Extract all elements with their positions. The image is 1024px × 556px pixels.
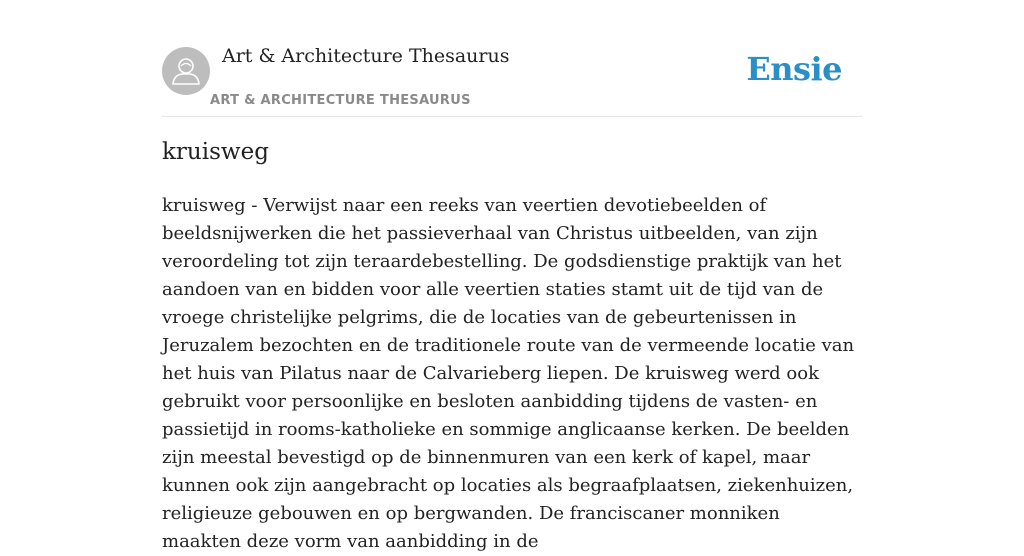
entry-header <box>162 40 862 117</box>
ensie-logo[interactable]: Ensie <box>746 50 842 88</box>
source-subtitle[interactable]: ART & ARCHITECTURE THESAURUS <box>210 93 471 108</box>
user-placeholder-icon <box>162 47 210 95</box>
entry-definition: kruisweg - Verwijst naar een reeks van veertien devotiebeelden of beeldsnijwerken die het passieverhaal van Christus uitbeelden, van zijn veroordeling tot zijn teraardebestelling. De godsdienstige praktijk van het aandoen van en bidden voor alle veertien staties stamt uit de tijd van de vroege christelijke pelgrims, die de locaties van de gebeurtenissen in Jeruzalem bezochten en de traditionele route van de vermeende locatie van het huis van Pilatus naar de Calvarieberg liepen. De kruisweg werd ook gebruikt voor persoonlijke en besloten aanbidding tijdens de vasten- en passietijd in rooms-katholieke en sommige anglicaanse kerken. De beelden zijn meestal bevestigd op de binnenmuren van een kerk of kapel, maar kunnen ook zijn aangebracht op locaties als begraafplaatsen, ziekenhuizen, religieuze gebouwen en op bergwanden. De franciscaner monniken maakten deze vorm van aanbidding in de <box>162 195 855 552</box>
entry-term: kruisweg <box>162 139 269 165</box>
source-title[interactable]: Art & Architecture Thesaurus <box>222 45 510 67</box>
avatar[interactable] <box>162 47 210 95</box>
